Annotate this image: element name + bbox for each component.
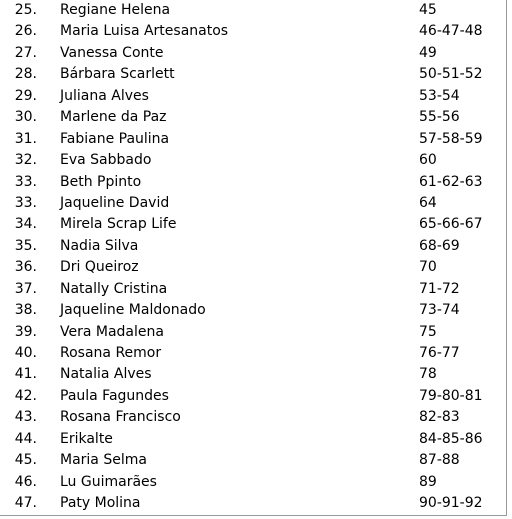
- entry-name: Marlene da Paz: [60, 109, 167, 126]
- entry-pages: 70: [419, 259, 437, 276]
- list-item: [0, 493, 512, 514]
- entry-pages: 87-88: [419, 452, 460, 469]
- list-item: [0, 129, 512, 150]
- list-item: [0, 172, 512, 193]
- entry-pages: 50-51-52: [419, 66, 483, 83]
- entry-pages: 73-74: [419, 302, 460, 319]
- entry-number: 39.: [14, 323, 37, 340]
- list-item: [0, 429, 512, 450]
- entry-number: 37.: [14, 280, 37, 297]
- entry-number: 47.: [14, 495, 37, 512]
- entry-name: Maria Luisa Artesanatos: [60, 23, 229, 40]
- entry-number: 41.: [14, 366, 37, 383]
- entry-name: Erikalte: [60, 430, 113, 447]
- list-item: [0, 450, 512, 471]
- entry-name: Jaqueline Maldonado: [60, 302, 206, 319]
- entry-pages: 46-47-48: [419, 23, 483, 40]
- entry-number: 29.: [14, 87, 37, 104]
- entry-pages: 45: [419, 2, 437, 18]
- entry-pages: 64: [419, 194, 437, 211]
- entry-number: 31.: [14, 130, 37, 147]
- list-item: [0, 407, 512, 428]
- entry-name: Juliana Alves: [60, 87, 149, 104]
- entry-name: Vanessa Conte: [60, 44, 164, 61]
- entry-name: Lu Guimarães: [60, 473, 157, 490]
- entry-pages: 76-77: [419, 345, 460, 361]
- entry-name: Regiane Helena: [60, 2, 171, 18]
- entry-name: Fabiane Paulina: [60, 130, 170, 147]
- entry-number: 40.: [14, 345, 37, 361]
- entry-number: 35.: [14, 237, 37, 254]
- entry-number: 36.: [14, 259, 37, 276]
- entry-pages: 53-54: [419, 87, 460, 104]
- entry-name: Mirela Scrap Life: [60, 216, 177, 233]
- list-item: [0, 64, 512, 85]
- list-item: [0, 21, 512, 42]
- entry-number: 28.: [14, 66, 37, 83]
- entry-name: Paula Fagundes: [60, 387, 169, 404]
- list-item: [0, 107, 512, 128]
- list-item: [0, 236, 512, 257]
- list-item: [0, 193, 512, 214]
- entry-pages: 90-91-92: [419, 495, 483, 512]
- entry-name: Dri Queiroz: [60, 259, 139, 276]
- entry-pages: 79-80-81: [419, 387, 483, 404]
- entry-name: Jaqueline David: [60, 194, 170, 211]
- entry-name: Rosana Francisco: [60, 409, 181, 426]
- list-item: [0, 386, 512, 407]
- entry-pages: 57-58-59: [419, 130, 483, 147]
- entry-name: Maria Selma: [60, 452, 147, 469]
- list-item: [0, 343, 512, 364]
- entry-number: 43.: [14, 409, 37, 426]
- entry-name: Vera Madalena: [60, 323, 164, 340]
- list-item: [0, 0, 512, 21]
- entry-pages: 68-69: [419, 237, 460, 254]
- list-item: [0, 322, 512, 343]
- entry-name: Nadia Silva: [60, 237, 139, 254]
- list-item: [0, 257, 512, 278]
- entry-pages: 89: [419, 473, 437, 490]
- entry-number: 44.: [14, 430, 37, 447]
- list-item: [0, 150, 512, 171]
- list-item: [0, 279, 512, 300]
- entry-name: Bárbara Scarlett: [60, 66, 175, 83]
- entry-name: Natally Cristina: [60, 280, 168, 297]
- entry-number: 32.: [14, 152, 37, 169]
- entry-number: 26.: [14, 23, 37, 40]
- entry-pages: 78: [419, 366, 437, 383]
- entry-name: Paty Molina: [60, 495, 141, 512]
- list-item: [0, 364, 512, 385]
- right-border-line: [506, 0, 507, 516]
- entry-pages: 71-72: [419, 280, 460, 297]
- entry-number: 34.: [14, 216, 37, 233]
- entry-number: 45.: [14, 452, 37, 469]
- bottom-border-line: [0, 515, 507, 516]
- entry-number: 42.: [14, 387, 37, 404]
- entry-pages: 82-83: [419, 409, 460, 426]
- entry-number: 27.: [14, 44, 37, 61]
- entry-name: Rosana Remor: [60, 345, 162, 361]
- entry-number: 46.: [14, 473, 37, 490]
- entry-name: Beth Ppinto: [60, 173, 142, 190]
- entry-number: 25.: [14, 2, 37, 18]
- entry-pages: 65-66-67: [419, 216, 483, 233]
- list-item: [0, 214, 512, 235]
- entry-name: Natalia Alves: [60, 366, 152, 383]
- list-item: [0, 300, 512, 321]
- entry-number: 30.: [14, 109, 37, 126]
- entry-number: 33.: [14, 194, 37, 211]
- entry-pages: 55-56: [419, 109, 460, 126]
- entry-pages: 61-62-63: [419, 173, 483, 190]
- entry-pages: 60: [419, 152, 437, 169]
- list-item: [0, 43, 512, 64]
- entry-number: 33.: [14, 173, 37, 190]
- entry-pages: 84-85-86: [419, 430, 483, 447]
- entry-pages: 75: [419, 323, 437, 340]
- list-item: [0, 86, 512, 107]
- entry-number: 38.: [14, 302, 37, 319]
- entry-name: Eva Sabbado: [60, 152, 152, 169]
- entry-pages: 49: [419, 44, 437, 61]
- list-item: [0, 472, 512, 493]
